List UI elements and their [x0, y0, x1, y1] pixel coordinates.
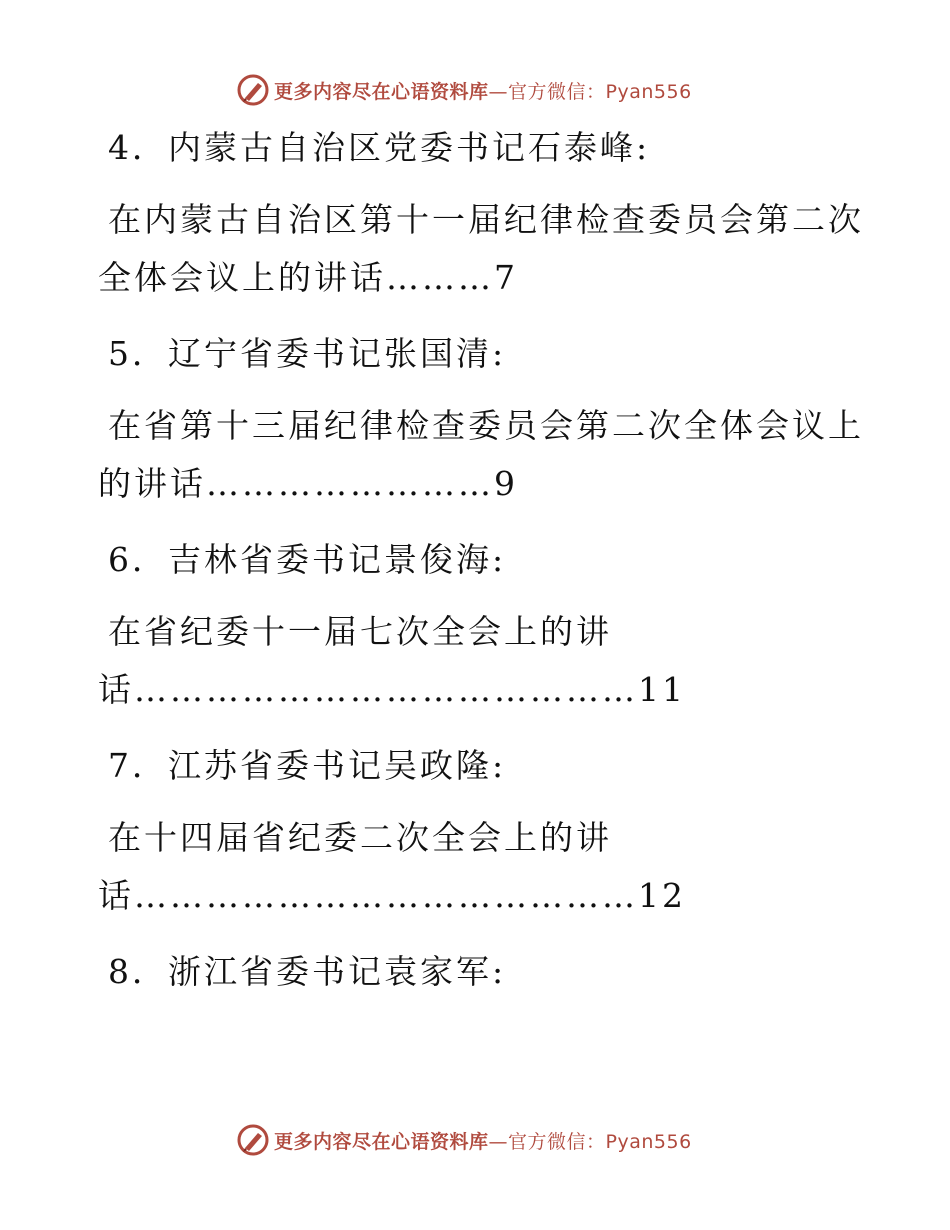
watermark-suffix-text: 官方微信：Pyan556: [508, 80, 692, 103]
watermark-dash: —: [488, 1130, 509, 1153]
toc-heading-7: 7．江苏省委书记吴政隆:: [108, 746, 507, 785]
watermark-header: [236, 72, 756, 108]
pen-logo-icon: [236, 73, 270, 107]
toc-title-7-line2: 话……………………………………12: [98, 876, 686, 915]
watermark-dash: —: [488, 80, 509, 103]
toc-title-7-line1: 在十四届省纪委二次全会上的讲: [108, 818, 612, 857]
watermark-suffix-text: 官方微信：Pyan556: [508, 1130, 692, 1153]
toc-heading-6: 6．吉林省委书记景俊海:: [108, 540, 507, 579]
toc-title-5-line2: 的讲话……………………9: [98, 464, 518, 503]
toc-title-4-line2: 全体会议上的讲话………7: [98, 258, 518, 297]
toc-heading-5: 5．辽宁省委书记张国清:: [108, 334, 507, 373]
toc-title-6-line1: 在省纪委十一届七次全会上的讲: [108, 612, 612, 651]
toc-title-6-line2: 话……………………………………11: [98, 670, 686, 709]
watermark-footer: [236, 1122, 756, 1158]
watermark-main-text: 更多内容尽在心语资料库: [274, 1130, 489, 1153]
watermark-main-text: 更多内容尽在心语资料库: [274, 80, 489, 103]
toc-heading-8: 8．浙江省委书记袁家军:: [108, 952, 507, 991]
pen-logo-icon: [236, 1123, 270, 1157]
toc-heading-4: 4．内蒙古自治区党委书记石泰峰:: [108, 128, 651, 167]
toc-title-4-line1: 在内蒙古自治区第十一届纪律检查委员会第二次: [108, 200, 864, 239]
toc-title-5-line1: 在省第十三届纪律检查委员会第二次全体会议上: [108, 406, 864, 445]
